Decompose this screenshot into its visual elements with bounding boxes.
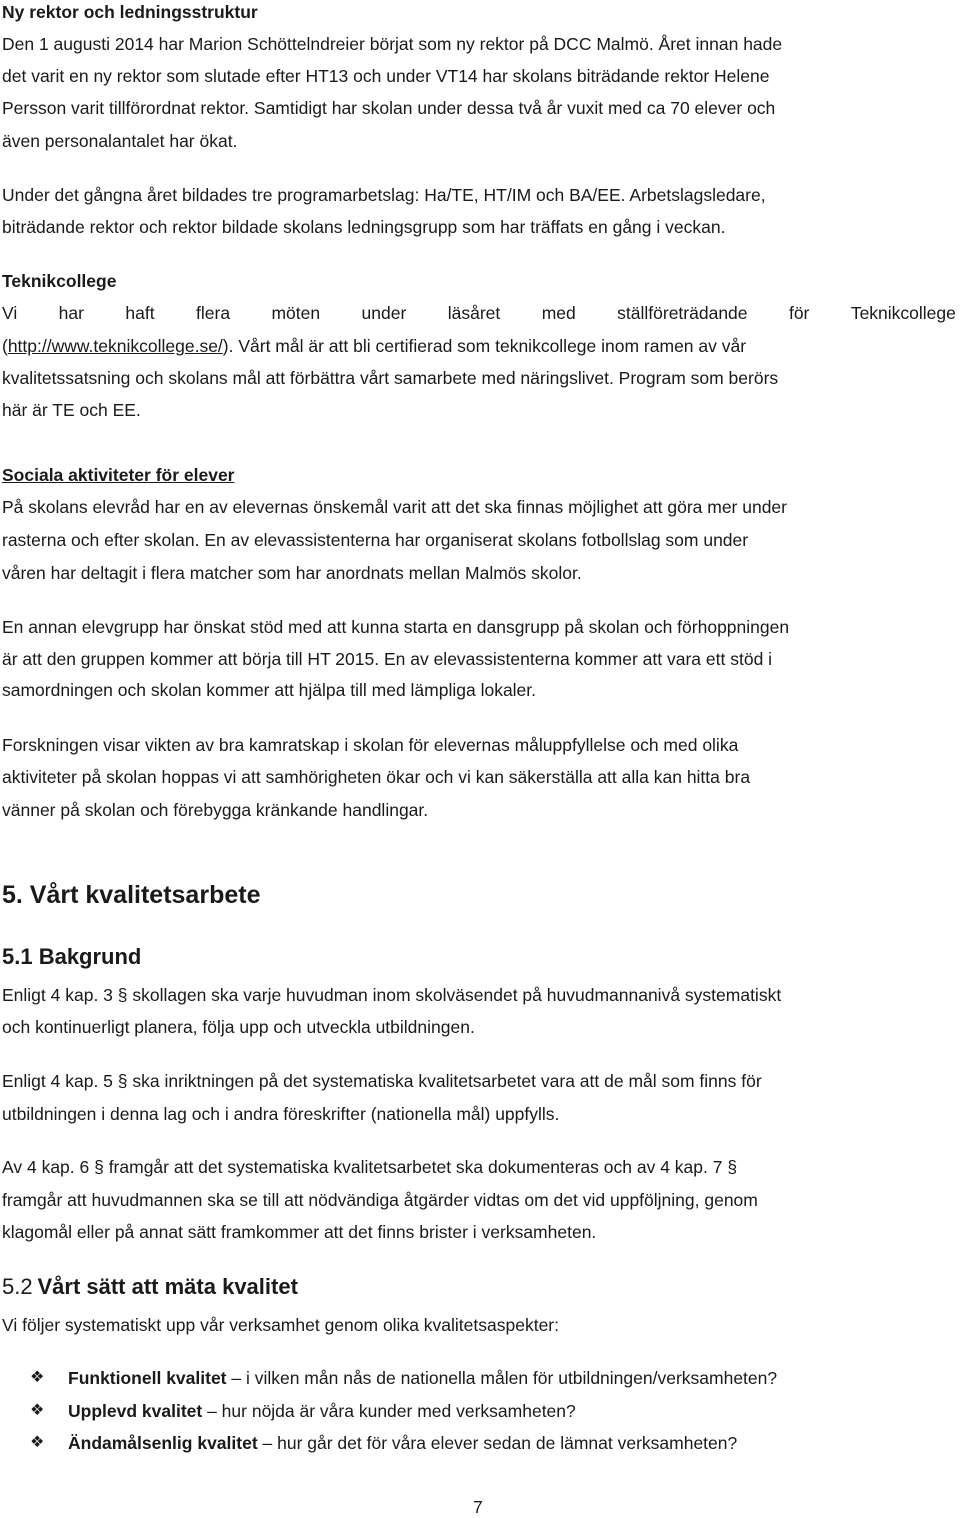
paragraph-line: Enligt 4 kap. 5 § ska inriktningen på det systematiska kvalitetsarbetet vara att de mål som finns för — [2, 1071, 762, 1091]
paragraph-line: våren har deltagit i flera matcher som har anordnats mellan Malmös skolor. — [2, 563, 582, 583]
paragraph-line: Forskningen visar vikten av bra kamratskap i skolan för elevernas måluppfyllelse och med olika — [2, 735, 739, 755]
list-item-desc: – hur nöjda är våra kunder med verksamheten? — [202, 1401, 576, 1421]
line-rest: ). Vårt mål är att bli certifierad som teknikcollege inom ramen av vår — [222, 336, 747, 356]
list-item-desc: – i vilken mån nås de nationella målen för utbildningen/verksamheten? — [226, 1368, 778, 1388]
list-item — [68, 1432, 737, 1454]
word: haft — [125, 303, 155, 323]
heading-mata-kvalitet — [2, 1273, 298, 1301]
heading-number: 5.2 — [2, 1274, 33, 1299]
word: läsåret — [447, 303, 501, 323]
word: med — [541, 303, 576, 323]
paragraph-line — [2, 335, 746, 357]
diamond-bullet-icon: ❖ — [30, 1369, 45, 1386]
list-item-term: Funktionell kvalitet — [68, 1368, 227, 1388]
paragraph-line: biträdande rektor och rektor bildade skolans ledningsgrupp som har träffats en gång i veckan. — [2, 217, 726, 237]
paragraph-line: vänner på skolan och förebygga kränkande handlingar. — [2, 800, 429, 820]
paragraph-line: utbildningen i denna lag och i andra föreskrifter (nationella mål) uppfylls. — [2, 1104, 560, 1124]
heading-text: Vårt sätt att mäta kvalitet — [37, 1274, 298, 1299]
word: Teknikcollege — [850, 303, 956, 323]
paragraph-line: samordningen och skolan kommer att hjälpa till med lämpliga lokaler. — [2, 680, 537, 700]
list-item-term: Upplevd kvalitet — [68, 1401, 203, 1421]
paragraph-line: är att den gruppen kommer att börja till HT 2015. En av elevassistenterna kommer att vara ett stöd i — [2, 649, 773, 669]
paragraph-line: kvalitetssatsning och skolans mål att förbättra vårt samarbete med näringslivet. Program som berörs — [2, 368, 779, 388]
paragraph-line: framgår att huvudmannen ska se till att nödvändiga åtgärder vidtas om det vid uppföljning, genom — [2, 1190, 758, 1210]
page-number: 7 — [473, 1497, 483, 1517]
paragraph-line: här är TE och EE. — [2, 400, 141, 420]
heading-teknikcollege: Teknikcollege — [2, 271, 117, 291]
heading-bakgrund: 5.1 Bakgrund — [2, 944, 142, 969]
diamond-bullet-icon: ❖ — [30, 1434, 45, 1451]
list-item-term: Ändamålsenlig kvalitet — [68, 1433, 258, 1453]
paragraph-line: klagomål eller på annat sätt framkommer att det finns brister i verksamheten. — [2, 1222, 597, 1242]
justified-line — [2, 302, 956, 324]
paragraph-line: aktiviteter på skolan hoppas vi att samhörigheten ökar och vi kan säkerställa att alla kan hitta bra — [2, 767, 751, 787]
paragraph-line: Av 4 kap. 6 § framgår att det systematiska kvalitetsarbetet ska dokumenteras och av 4 kap. 7 § — [2, 1157, 738, 1177]
paragraph-line: På skolans elevråd har en av elevernas önskemål varit att det ska finnas möjlighet att göra mer under — [2, 497, 787, 517]
list-item — [68, 1400, 576, 1422]
list-item — [68, 1367, 777, 1389]
word: under — [361, 303, 407, 323]
word: har — [58, 303, 84, 323]
paragraph-line: även personalantalet har ökat. — [2, 131, 238, 151]
paragraph-line: Den 1 augusti 2014 har Marion Schöttelndreier börjat som ny rektor på DCC Malmö. Året innan hade — [2, 34, 783, 54]
paragraph-line: Vi följer systematiskt upp vår verksamhet genom olika kvalitetsaspekter: — [2, 1315, 559, 1335]
paragraph-line: En annan elevgrupp har önskat stöd med att kunna starta en dansgrupp på skolan och förhoppningen — [2, 617, 790, 637]
word: ställföreträdande — [617, 303, 748, 323]
paragraph-line: Persson varit tillförordnat rektor. Samtidigt har skolan under dessa två år vuxit med ca 70 elever och — [2, 98, 776, 118]
paragraph-line: rasterna och efter skolan. En av elevassistenterna har organiserat skolans fotbollslag som under — [2, 530, 749, 550]
paragraph-line: och kontinuerligt planera, följa upp och utveckla utbildningen. — [2, 1017, 475, 1037]
list-item-desc: – hur går det för våra elever sedan de lämnat verksamheten? — [257, 1433, 738, 1453]
paragraph-line: Under det gångna året bildades tre programarbetslag: Ha/TE, HT/IM och BA/EE. Arbetslagsledare, — [2, 185, 766, 205]
word: möten — [271, 303, 321, 323]
paren-open: ( — [2, 336, 8, 356]
heading-ny-rektor: Ny rektor och ledningsstruktur — [2, 2, 258, 22]
diamond-bullet-icon: ❖ — [30, 1402, 45, 1419]
heading-sociala-aktiviteter: Sociala aktiviteter för elever — [2, 465, 235, 485]
heading-kvalitetsarbete: 5. Vårt kvalitetsarbete — [2, 881, 261, 909]
paragraph-line: det varit en ny rektor som slutade efter HT13 och under VT14 har skolans biträdande rektor Helene — [2, 66, 770, 86]
paragraph-line: Enligt 4 kap. 3 § skollagen ska varje huvudman inom skolväsendet på huvudmannanivå systematiskt — [2, 985, 782, 1005]
word: flera — [196, 303, 231, 323]
teknikcollege-link[interactable]: http://www.teknikcollege.se/ — [7, 336, 223, 356]
word: Vi — [2, 303, 18, 323]
word: för — [788, 303, 810, 323]
